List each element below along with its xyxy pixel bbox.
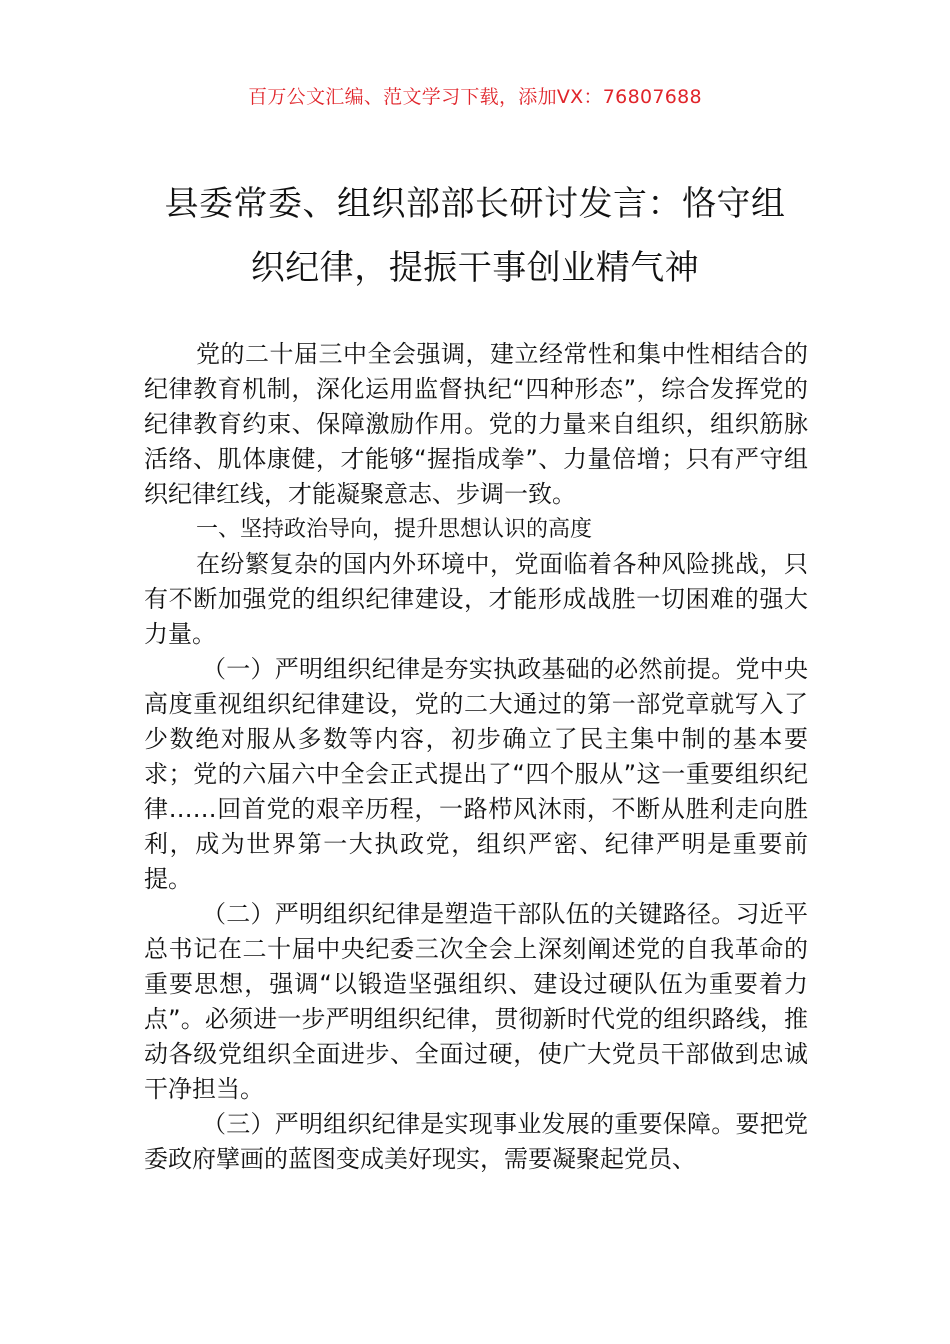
- intro-paragraph: 党的二十届三中全会强调，建立经常性和集中性相结合的纪律教育机制，深化运用监督执纪“四种形态”，综合发挥党的纪律教育约束、保障激励作用。党的力量来自组织，组织筋脉活络、肌体康健，才能够“握指成拳”、力量倍增；只有严守组织纪律红线，才能凝聚意志、步调一致。: [144, 340, 808, 508]
- watermark-header: 百万公文汇编、范文学习下载，添加VX：76807688: [248, 86, 702, 108]
- subsection-3-paragraph: （三）严明组织纪律是实现事业发展的重要保障。要把党委政府擘画的蓝图变成美好现实，需要凝聚起党员、: [144, 1110, 808, 1173]
- document-title-line-2: 织纪律，提振干事创业精气神: [250, 248, 700, 288]
- document-title-line-1: 县委常委、组织部部长研讨发言：恪守组: [164, 184, 786, 224]
- section-heading-1: 一、坚持政治导向，提升思想认识的高度: [196, 517, 593, 542]
- subsection-1-paragraph: （一）严明组织纪律是夯实执政基础的必然前提。党中央高度重视组织纪律建设，党的二大通过的第一部党章就写入了少数绝对服从多数等内容，初步确立了民主集中制的基本要求；党的六届六中全会正式提出了“四个服从”这一重要组织纪律……回首党的艰辛历程，一路栉风沐雨，不断从胜利走向胜利，成为世界第一大执政党，组织严密、纪律严明是重要前提。: [144, 655, 808, 893]
- subsection-2-paragraph: （二）严明组织纪律是塑造干部队伍的关键路径。习近平总书记在二十届中央纪委三次全会上深刻阐述党的自我革命的重要思想，强调“以锻造坚强组织、建设过硬队伍为重要着力点”。必须进一步严明组织纪律，贯彻新时代党的组织路线，推动各级党组织全面进步、全面过硬，使广大党员干部做到忠诚干净担当。: [144, 900, 808, 1103]
- document-body: [144, 337, 808, 1177]
- section-1-paragraph: 在纷繁复杂的国内外环境中，党面临着各种风险挑战，只有不断加强党的组织纪律建设，才能形成战胜一切困难的强大力量。: [144, 550, 808, 648]
- document-title: [140, 172, 810, 300]
